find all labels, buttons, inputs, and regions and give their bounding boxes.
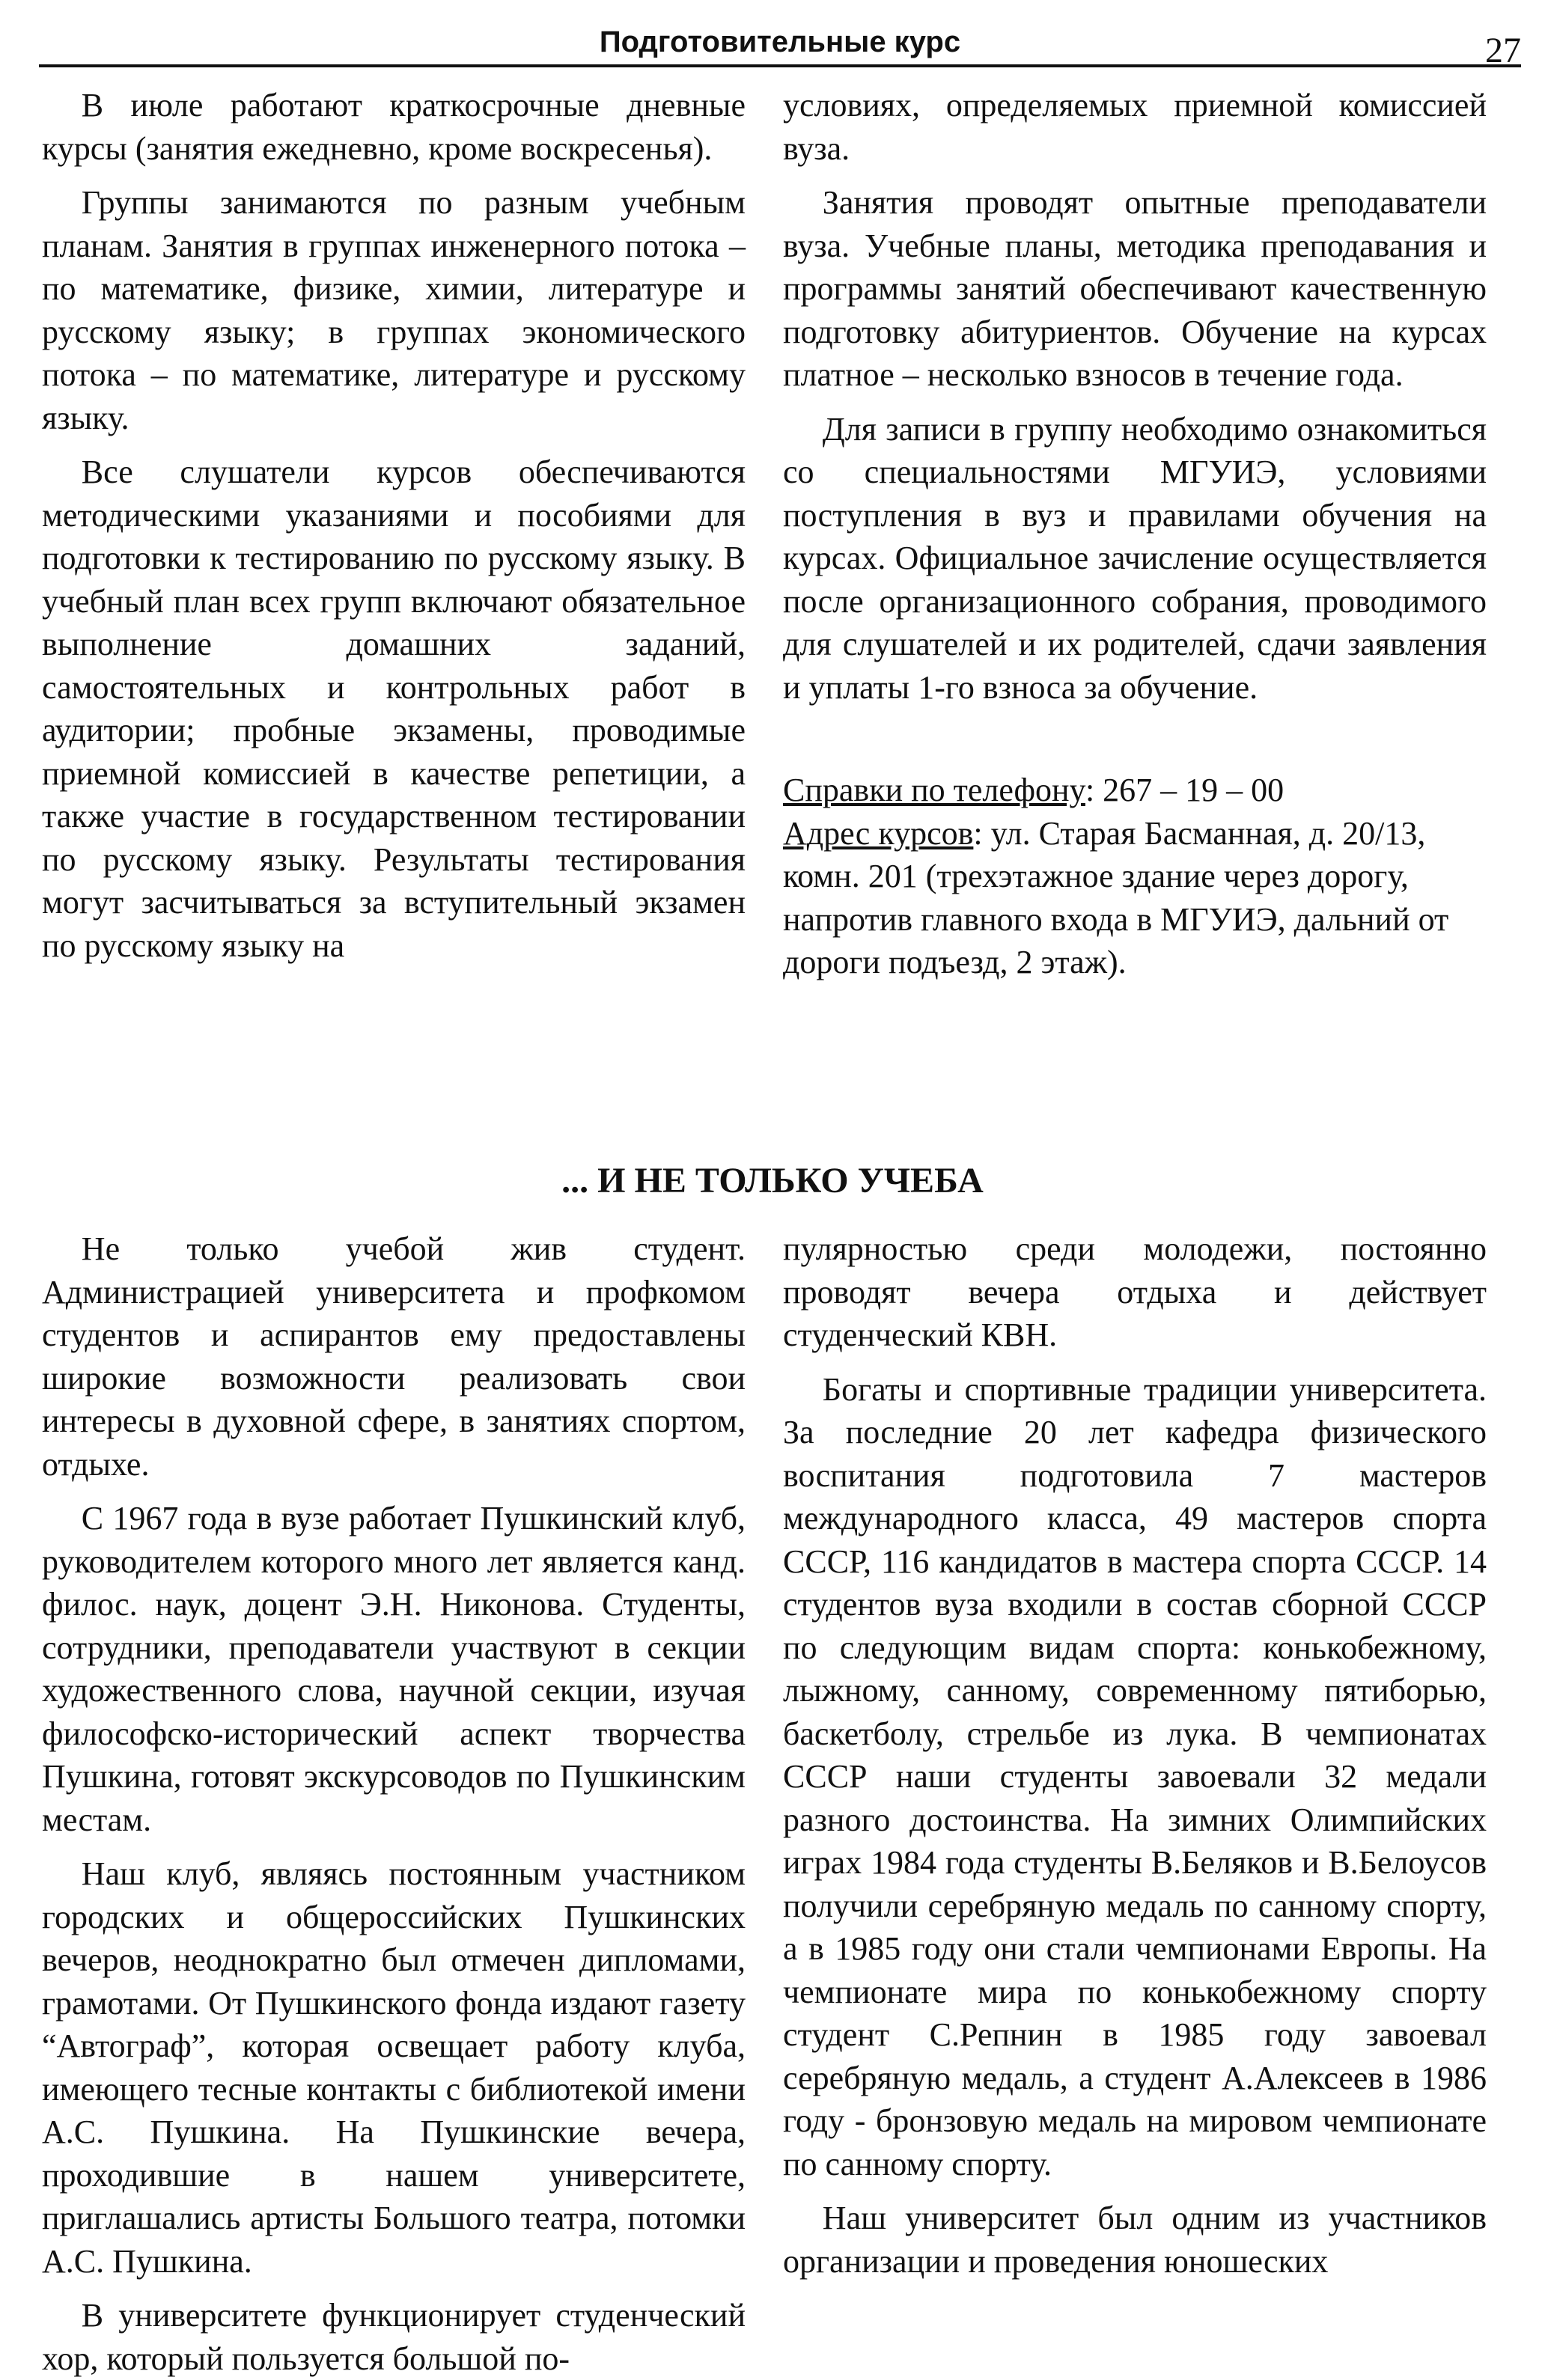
address-line — [783, 812, 1487, 984]
paragraph: С 1967 года в вузе работает Пушкинский клуб, руководителем которого много лет является канд. филос. наук, доцент Э.Н. Никонова. Студенты, сотрудники, преподаватели участвуют в секции художественного слова, научной секции, изучая философско-исторический аспект творчества Пушкина, готовят экскурсоводов по Пушкинским местам. — [42, 1500, 746, 1838]
phone-label: Справки по телефону — [783, 772, 1085, 808]
paragraph: Наш клуб, являясь постоянным участником городских и общероссийских Пушкинских вечеров, неоднократно был отмечен дипломами, грамотами. От Пушкинского фонда издают газету “Автограф”, которая освещает работу клуба, имеющего тесные контакты с библиотекой имени А.С. Пушкина. На Пушкинские вечера, проходившие в нашем университете, приглашались артисты Большого театра, потомки А.С. Пушкина. — [42, 1855, 746, 2280]
section-heading: ... И НЕ ТОЛЬКО УЧЕБА — [561, 1161, 984, 1200]
bottom-left-column — [42, 1227, 746, 2380]
top-right-column — [783, 84, 1487, 984]
paragraph: Группы занимаются по разным учебным планам. Занятия в группах инженерного потока – по математике, физике, химии, литературе и русскому языку; в группах экономического потока – по математике, литературе и русскому языку. — [42, 184, 746, 436]
bottom-right-column — [783, 1227, 1487, 2283]
paragraph: Для записи в группу необходимо ознакомиться со специальностями МГУИЭ, условиями поступления в вуз и правилами обучения на курсах. Официальное зачисление осуществляется после организационного собрания, проводимого для слушателей и их родителей, сдачи заявления и уплаты 1-го взноса за обучение. — [783, 410, 1487, 706]
top-left-column — [42, 84, 746, 967]
paragraph: Наш университет был одним из участников организации и проведения юношеских — [783, 2200, 1487, 2280]
phone-value: : 267 – 19 – 00 — [1085, 772, 1285, 808]
paragraph: Все слушатели курсов обеспечиваются методическими указаниями и пособиями для подготовки к тестированию по русскому языку. В учебный план всех групп включают обязательное выполнение домашних заданий, самостоятельных и контрольных работ в аудитории; пробные экзамены, проводимые приемной комиссией в качестве репетиции, а также участие в государственном тестировании по русскому языку. Результаты тестирования могут засчитываться за вступительный экзамен по русскому языку на — [42, 454, 746, 964]
paragraph: Занятия проводят опытные преподаватели вуза. Учебные планы, методика преподавания и программы занятий обеспечивают качественную подготовку абитуриентов. Обучение на курсах платное – несколько взносов в течение года. — [783, 184, 1487, 393]
address-label: Адрес курсов — [783, 814, 974, 852]
paragraph: пулярностью среди молодежи, постоянно проводят вечера отдыха и действует студенческий КВН. — [783, 1230, 1487, 1353]
page-number: 27 — [1485, 31, 1521, 70]
address-value: : ул. Старая Басманная, д. 20/13, комн. 201 (трехэтажное здание через дорогу, напротив главного входа в МГУИЭ, дальний от дороги подъезд, 2 этаж). — [783, 814, 1449, 980]
paragraph: Богаты и спортивные традиции университета. За последние 20 лет кафедра физического воспитания подготовила 7 мастеров международного класса, 49 мастеров спорта СССР, 116 кандидатов в мастера спорта СССР. 14 студентов вуза входили в состав сборной СССР по следующим видам спорта: конькобежному, лыжному, санному, современному пятиборью, баскетболу, стрельбе из лука. В чемпионатах СССР наши студенты завоевали 32 медали разного достоинства. На зимних Олимпийских играх 1984 года студенты В.Беляков и В.Белоусов получили серебряную медаль по санному спорту, а в 1985 году они стали чемпионами Европы. На чемпионате мира по конькобежному спорту студент С.Репнин в 1985 году завоевал серебряную медаль, а студент А.Алексеев в 1986 году - бронзовую медаль на мировом чемпионате по санному спорту. — [783, 1370, 1487, 2182]
running-header — [39, 21, 1521, 70]
running-title: Подготовительные курс — [599, 25, 961, 58]
paragraph: В июле работают краткосрочные дневные курсы (занятия ежедневно, кроме воскресенья). — [42, 87, 746, 167]
paragraph: Не только учебой жив студент. Администрацией университета и профкомом студентов и аспирантов ему предоставлены широкие возможности реализовать свои интересы в духовной сфере, в занятиях спортом, отдыхе. — [42, 1230, 746, 1483]
paragraph: условиях, определяемых приемной комиссией вуза. — [783, 87, 1487, 167]
paragraph: В университете функционирует студенческий хор, который пользуется большой по- — [42, 2297, 746, 2377]
phone-line — [783, 769, 1487, 812]
